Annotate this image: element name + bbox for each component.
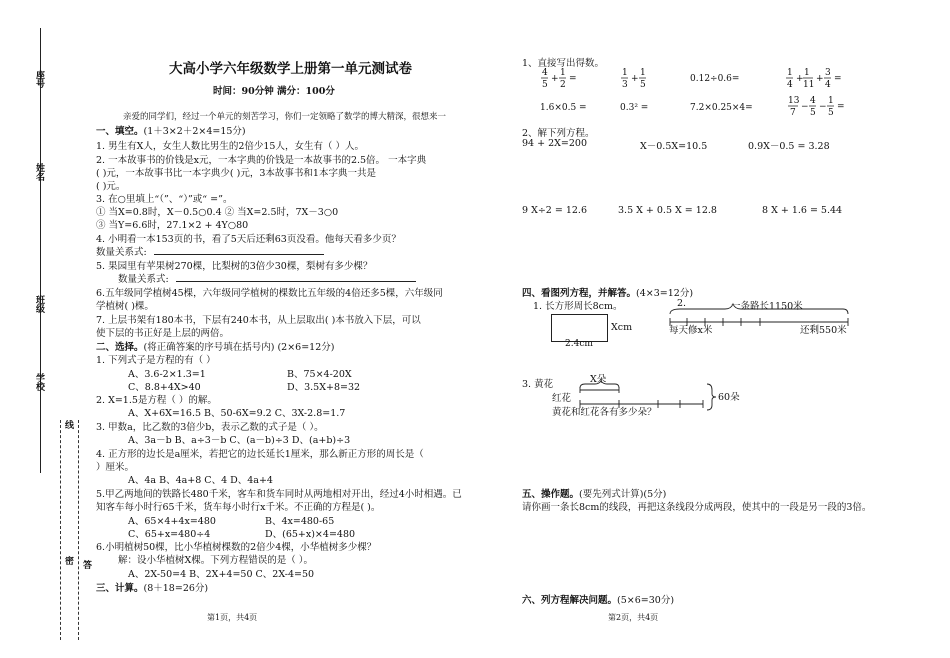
seal-line-dash — [60, 420, 61, 640]
choice-q2-options: A、X+6X=16.5 B、50-6X=9.2 C、3X-2.8=1.7 — [128, 408, 346, 419]
svg-text:11: 11 — [803, 80, 815, 90]
equation-4: 9 X÷2 = 12.6 — [522, 205, 587, 216]
section-1-heading: 一、填空。(1＋3×2＋2×4=15分) — [96, 126, 246, 137]
fill-q5-relation: 数量关系式: — [118, 274, 169, 285]
svg-text:5: 5 — [828, 108, 834, 118]
expression-3: 0.12÷0.6= — [690, 74, 740, 84]
choice-q6-options: A、2X-50=4 B、2X+4=50 C、2X-4=50 — [128, 569, 315, 580]
choice-q6-line2: 解：设小华植树X棵。下列方程错误的是（ ）。 — [118, 555, 314, 566]
section-5-heading: 五、操作题。(要先列式计算)(5分) — [522, 489, 667, 500]
exam-meta: 时间：90分钟 满分：100分 — [213, 86, 335, 97]
equation-2: X－0.5X=10.5 — [640, 141, 708, 152]
fill-q3-items: ① 当X=0.8时，X－0.5○0.4 ② 当X=2.5时，7X－3○0 — [96, 207, 339, 218]
r-section-2-heading: 2、解下列方程。 — [522, 128, 595, 139]
red-flower-label: 红花 — [552, 393, 572, 404]
equation-3: 0.9X－0.5 = 3.28 — [748, 141, 830, 152]
expression-2 — [621, 68, 646, 90]
seal-xian: 线 — [63, 420, 73, 429]
road-total-label: 一条路长1150米 — [731, 301, 803, 312]
expression-5: 1.6×0.5 = — [540, 103, 587, 113]
svg-text:4: 4 — [810, 96, 816, 106]
r-section-1-heading: 1、直接写出得数。 — [522, 58, 605, 69]
svg-text:4: 4 — [542, 68, 548, 78]
svg-text:+: + — [816, 74, 824, 84]
choice-q3: 3. 甲数a，比乙数的3倍少b，表示乙数的式子是（ ）。 — [96, 422, 324, 433]
operation-instructions: 请你画一条长8cm的线段，再把这条线段分成两段，使其中的一段是另一段的3倍。 — [522, 502, 872, 513]
choice-q1: 1. 下列式子是方程的有（ ） — [96, 355, 216, 366]
choice-q3-options: A、3a－b B、a÷3－b C、(a－b)÷3 D、(a+b)÷3 — [128, 435, 351, 446]
choice-q1-option-c: C、8.8+4X>40 — [128, 382, 201, 393]
seal-line-dash-2 — [78, 420, 79, 640]
road-daily-label: 每天修x米 — [669, 325, 713, 336]
choice-q4-line2: ）厘米。 — [96, 462, 135, 473]
school-label: 学校 — [34, 373, 44, 391]
svg-text:+: + — [631, 74, 639, 84]
problem-1-label: 1. 长方形周长8cm。 — [533, 301, 623, 312]
svg-text:7: 7 — [790, 108, 796, 118]
svg-text:1: 1 — [622, 68, 628, 78]
fill-q2-line3: ( )元。 — [96, 181, 126, 192]
fill-q6-line2: 学植树( )棵。 — [96, 301, 154, 312]
flowers-x-label: X朵 — [590, 374, 607, 385]
svg-text:=: = — [834, 74, 842, 84]
fill-q3: 3. 在○里填上“（”、“）”或“ =”。 — [96, 194, 233, 205]
svg-text:3: 3 — [825, 68, 831, 78]
name-label: 姓名 — [34, 163, 44, 181]
problem-3-label: 3. 黄花 — [522, 379, 554, 390]
choice-q5-line2: 知客车每小时行65千米，货车每小时行x千米。不正确的方程是( )。 — [96, 502, 381, 513]
svg-text:1: 1 — [640, 68, 646, 78]
svg-text:5: 5 — [640, 80, 646, 90]
flowers-total-label: 60朵 — [718, 392, 740, 403]
fill-q4-relation: 数量关系式: — [96, 247, 147, 258]
svg-text:5: 5 — [542, 80, 548, 90]
svg-text:+: + — [551, 74, 559, 84]
choice-q6-line1: 6.小明植树50棵，比小华植树棵数的2倍少4棵，小华植树多少棵？ — [96, 542, 377, 553]
fill-q2-line1: 2. 一本故事书的价钱是x元，一本字典的价钱是一本故事书的2.5倍。 一本字典 — [96, 155, 427, 166]
expression-4 — [786, 68, 842, 90]
intro-text: 亲爱的同学们，经过一个单元的刻苦学习，你们一定领略了数学的博大精深，很想来一 — [123, 112, 447, 122]
svg-text:1: 1 — [804, 68, 810, 78]
choice-q1-option-b: B、75×4-20X — [287, 369, 352, 380]
svg-text:5: 5 — [810, 108, 816, 118]
choice-q4-options: A、4a B、4a+8 C、4 D、4a+4 — [128, 475, 273, 486]
expression-7: 7.2×0.25×4= — [690, 103, 753, 113]
choice-q2: 2. X=1.5是方程（ ）的解。 — [96, 395, 217, 406]
fill-q2-line2: ( )元，一本故事书比一本字典少( )元，3本故事书和1本字典一共是 — [96, 168, 376, 179]
road-remaining-label: 还剩550米 — [800, 325, 847, 336]
rectangle-side-label: Xcm — [611, 322, 633, 333]
choice-q5-option-b: B、4x=480-65 — [265, 516, 335, 527]
choice-q4-line1: 4. 正方形的边长是a厘米，若把它的边长延长1厘米，那么新正方形的周长是（ — [96, 449, 424, 460]
seal-da: 答 — [81, 560, 91, 569]
choice-q5-line1: 5.甲乙两地间的铁路长480千米，客车和货车同时从两地相对开出，经过4小时相遇。已 — [96, 489, 462, 500]
svg-text:1: 1 — [787, 68, 793, 78]
class-label: 班级 — [34, 295, 44, 313]
fill-q3-item3: ③ 当Y=6.6时，27.1×2 + 4Y○80 — [96, 220, 249, 231]
fill-q1: 1. 男生有X人，女生人数比男生的2倍少15人，女生有（ ）人。 — [96, 141, 364, 152]
answer-line — [176, 281, 416, 282]
section-4-heading: 四、看图列方程，并解答。(4×3=12分) — [522, 288, 694, 299]
svg-text:1: 1 — [560, 68, 566, 78]
arithmetic-expressions — [540, 66, 870, 126]
svg-text:4: 4 — [787, 80, 793, 90]
fill-q6-line1: 6.五年级同学植树45棵，六年级同学植树的棵数比五年级的4倍还多5棵，六年级同 — [96, 288, 443, 299]
choice-q1-option-a: A、3.6-2×1.3=1 — [128, 369, 206, 380]
page-title: 大高小学六年级数学上册第一单元测试卷 — [169, 61, 412, 77]
fill-q7-line1: 7. 上层书架有180本书，下层有240本书，从上层取出( )本书放入下层，可以 — [96, 315, 421, 326]
problem-3-question: 黄花和红花各有多少朵？ — [552, 407, 657, 418]
svg-text:+: + — [796, 74, 804, 84]
svg-text:−: − — [801, 102, 809, 112]
svg-text:2: 2 — [560, 80, 566, 90]
problem-2-label: 2. — [677, 298, 687, 309]
fill-q5: 5. 果园里有苹果树270棵，比梨树的3倍少30棵，梨树有多少棵？ — [96, 261, 373, 272]
answer-line — [154, 254, 324, 255]
rectangle-bottom-label: 2.4cm — [565, 339, 593, 349]
rectangle-diagram — [551, 314, 608, 342]
expression-8 — [788, 96, 845, 118]
page-footer-right: 第2页，共4页 — [608, 613, 659, 622]
section-3-heading: 三、计算。(8＋18=26分) — [96, 583, 209, 594]
binding-line — [40, 28, 41, 473]
fill-q4: 4. 小明看一本153页的书，看了5天后还剩63页没看。他每天看多少页？ — [96, 234, 401, 245]
svg-text:1: 1 — [828, 96, 834, 106]
svg-text:=: = — [837, 102, 845, 112]
choice-q5-option-c: C、65+x=480÷4 — [128, 529, 211, 540]
seal-mi: 密 — [63, 556, 73, 565]
expression-6: 0.3² = — [620, 103, 649, 113]
svg-text:=: = — [569, 74, 577, 84]
seat-label: 座号 — [34, 70, 44, 88]
svg-text:13: 13 — [788, 96, 800, 106]
choice-q5-option-d: D、(65+x)×4=480 — [265, 529, 356, 540]
choice-q5-option-a: A、65×4+4x=480 — [128, 516, 216, 527]
svg-text:3: 3 — [622, 80, 628, 90]
equation-5: 3.5 X + 0.5 X = 12.8 — [618, 205, 717, 216]
equation-1: 94 + 2X=200 — [522, 138, 587, 149]
svg-text:4: 4 — [825, 80, 831, 90]
section-2-heading: 二、选择。(将正确答案的序号填在括号内) (2×6=12分) — [96, 342, 335, 353]
svg-text:−: − — [819, 102, 827, 112]
section-6-heading: 六、列方程解决问题。(5×6=30分) — [522, 595, 675, 606]
expression-1 — [541, 68, 577, 90]
equation-6: 8 X + 1.6 = 5.44 — [762, 205, 843, 216]
choice-q1-option-d: D、3.5X+8=32 — [287, 382, 361, 393]
fill-q7-line2: 使下层的书正好是上层的两倍。 — [96, 328, 230, 339]
page-footer-left: 第1页，共4页 — [207, 613, 258, 622]
